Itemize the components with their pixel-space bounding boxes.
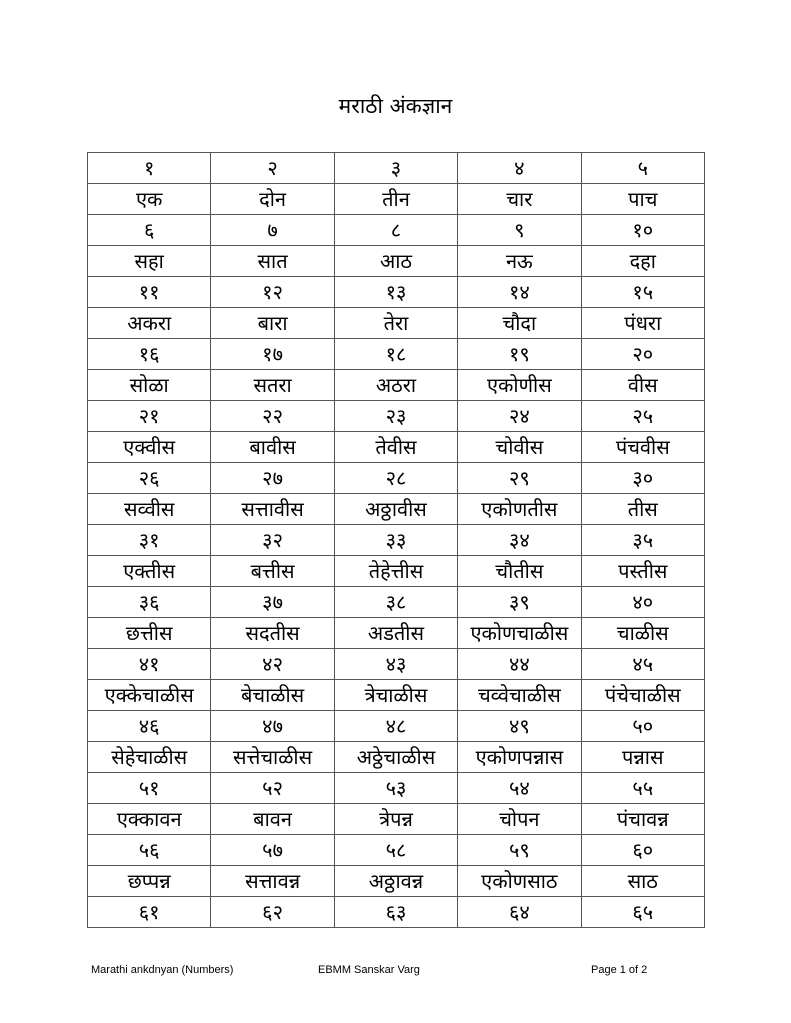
numeral-cell: २२ <box>211 401 334 432</box>
numeral-cell: ३७ <box>211 587 334 618</box>
number-word-cell: पंचेचाळीस <box>581 680 704 711</box>
numeral-cell: ४० <box>581 587 704 618</box>
numeral-cell: ५ <box>581 153 704 184</box>
numeral-row <box>88 897 705 928</box>
word-row <box>88 618 705 649</box>
numeral-cell: ६२ <box>211 897 334 928</box>
numeral-row <box>88 711 705 742</box>
numeral-cell: १० <box>581 215 704 246</box>
numeral-cell: ६१ <box>88 897 211 928</box>
number-word-cell: पन्नास <box>581 742 704 773</box>
numeral-cell: ३० <box>581 463 704 494</box>
number-word-cell: साठ <box>581 866 704 897</box>
number-word-cell: एकोणसाठ <box>458 866 581 897</box>
number-word-cell: चाळीस <box>581 618 704 649</box>
numbers-table <box>87 152 705 928</box>
numeral-cell: १९ <box>458 339 581 370</box>
number-word-cell: नऊ <box>458 246 581 277</box>
numeral-cell: ३८ <box>334 587 457 618</box>
number-word-cell: छत्तीस <box>88 618 211 649</box>
numeral-cell: ६० <box>581 835 704 866</box>
numeral-cell: ३ <box>334 153 457 184</box>
number-word-cell: चौतीस <box>458 556 581 587</box>
number-word-cell: बत्तीस <box>211 556 334 587</box>
number-word-cell: एक्कावन <box>88 804 211 835</box>
word-row <box>88 432 705 463</box>
numeral-cell: ४३ <box>334 649 457 680</box>
page-title: मराठी अंकज्ञान <box>338 94 453 118</box>
number-word-cell: सत्तावीस <box>211 494 334 525</box>
number-word-cell: सव्वीस <box>88 494 211 525</box>
numeral-cell: ५६ <box>88 835 211 866</box>
numeral-cell: ७ <box>211 215 334 246</box>
word-row <box>88 308 705 339</box>
number-word-cell: सोळा <box>88 370 211 401</box>
numeral-cell: ५५ <box>581 773 704 804</box>
numeral-cell: ५२ <box>211 773 334 804</box>
number-word-cell: आठ <box>334 246 457 277</box>
numeral-cell: ३१ <box>88 525 211 556</box>
word-row <box>88 804 705 835</box>
number-word-cell: बावीस <box>211 432 334 463</box>
numeral-cell: ४६ <box>88 711 211 742</box>
numeral-cell: ८ <box>334 215 457 246</box>
numeral-cell: ४१ <box>88 649 211 680</box>
number-word-cell: एकोणपन्नास <box>458 742 581 773</box>
numeral-cell: ५० <box>581 711 704 742</box>
word-row <box>88 494 705 525</box>
number-word-cell: चार <box>458 184 581 215</box>
number-word-cell: अडतीस <box>334 618 457 649</box>
number-word-cell: अठ्ठावीस <box>334 494 457 525</box>
word-row <box>88 246 705 277</box>
numeral-cell: ११ <box>88 277 211 308</box>
numeral-cell: १४ <box>458 277 581 308</box>
numeral-row <box>88 835 705 866</box>
numeral-cell: ३२ <box>211 525 334 556</box>
word-row <box>88 742 705 773</box>
number-word-cell: अकरा <box>88 308 211 339</box>
number-word-cell: सतरा <box>211 370 334 401</box>
word-row <box>88 680 705 711</box>
numeral-cell: ४२ <box>211 649 334 680</box>
numeral-cell: ५९ <box>458 835 581 866</box>
numeral-cell: २१ <box>88 401 211 432</box>
footer-organization: EBMM Sanskar Varg <box>318 964 420 976</box>
numeral-cell: २७ <box>211 463 334 494</box>
number-word-cell: तेरा <box>334 308 457 339</box>
number-word-cell: एकोणतीस <box>458 494 581 525</box>
numeral-row <box>88 153 705 184</box>
numeral-cell: ४५ <box>581 649 704 680</box>
numeral-cell: ५१ <box>88 773 211 804</box>
numeral-cell: ४९ <box>458 711 581 742</box>
number-word-cell: बावन <box>211 804 334 835</box>
numeral-cell: ४८ <box>334 711 457 742</box>
number-word-cell: पंचावन्न <box>581 804 704 835</box>
number-word-cell: छप्पन्न <box>88 866 211 897</box>
numeral-cell: ९ <box>458 215 581 246</box>
number-word-cell: पंधरा <box>581 308 704 339</box>
numeral-cell: ६३ <box>334 897 457 928</box>
word-row <box>88 866 705 897</box>
number-word-cell: सत्तावन्न <box>211 866 334 897</box>
numeral-cell: १८ <box>334 339 457 370</box>
word-row <box>88 556 705 587</box>
number-word-cell: पस्तीस <box>581 556 704 587</box>
numeral-cell: ३५ <box>581 525 704 556</box>
numeral-row <box>88 339 705 370</box>
number-word-cell: तीस <box>581 494 704 525</box>
numeral-cell: ३३ <box>334 525 457 556</box>
number-word-cell: पंचवीस <box>581 432 704 463</box>
numeral-cell: ३६ <box>88 587 211 618</box>
numeral-row <box>88 773 705 804</box>
numeral-cell: ३४ <box>458 525 581 556</box>
number-word-cell: तेवीस <box>334 432 457 463</box>
numeral-cell: ६ <box>88 215 211 246</box>
numeral-cell: २४ <box>458 401 581 432</box>
numeral-row <box>88 525 705 556</box>
numeral-cell: २ <box>211 153 334 184</box>
numeral-cell: १६ <box>88 339 211 370</box>
numeral-cell: १५ <box>581 277 704 308</box>
number-word-cell: चोवीस <box>458 432 581 463</box>
numeral-cell: १२ <box>211 277 334 308</box>
number-word-cell: वीस <box>581 370 704 401</box>
number-word-cell: सदतीस <box>211 618 334 649</box>
numeral-cell: ६५ <box>581 897 704 928</box>
number-word-cell: एकोणचाळीस <box>458 618 581 649</box>
number-word-cell: चव्वेचाळीस <box>458 680 581 711</box>
number-word-cell: तेहेत्तीस <box>334 556 457 587</box>
number-word-cell: बारा <box>211 308 334 339</box>
numeral-row <box>88 401 705 432</box>
number-word-cell: एक्तीस <box>88 556 211 587</box>
numeral-row <box>88 277 705 308</box>
footer-page-number: Page 1 of 2 <box>591 964 648 976</box>
number-word-cell: चौदा <box>458 308 581 339</box>
numeral-cell: २८ <box>334 463 457 494</box>
number-word-cell: अठरा <box>334 370 457 401</box>
numeral-cell: २९ <box>458 463 581 494</box>
numeral-cell: १३ <box>334 277 457 308</box>
number-word-cell: बेचाळीस <box>211 680 334 711</box>
word-row <box>88 184 705 215</box>
numeral-cell: ५८ <box>334 835 457 866</box>
numeral-cell: २३ <box>334 401 457 432</box>
numeral-cell: ५३ <box>334 773 457 804</box>
number-word-cell: त्रेचाळीस <box>334 680 457 711</box>
number-word-cell: पाच <box>581 184 704 215</box>
number-word-cell: सत्तेचाळीस <box>211 742 334 773</box>
number-word-cell: सेहेचाळीस <box>88 742 211 773</box>
numeral-cell: ४ <box>458 153 581 184</box>
numeral-cell: ६४ <box>458 897 581 928</box>
number-word-cell: एकोणीस <box>458 370 581 401</box>
number-word-cell: अठ्ठेचाळीस <box>334 742 457 773</box>
number-word-cell: दहा <box>581 246 704 277</box>
numeral-row <box>88 215 705 246</box>
numeral-cell: १७ <box>211 339 334 370</box>
number-word-cell: अठ्ठावन्न <box>334 866 457 897</box>
number-word-cell: सात <box>211 246 334 277</box>
numeral-row <box>88 463 705 494</box>
numeral-cell: २५ <box>581 401 704 432</box>
word-row <box>88 370 705 401</box>
numeral-cell: २० <box>581 339 704 370</box>
numeral-cell: १ <box>88 153 211 184</box>
number-word-cell: एक्केचाळीस <box>88 680 211 711</box>
numeral-cell: ४७ <box>211 711 334 742</box>
numbers-table-body <box>88 153 705 928</box>
numeral-cell: ३९ <box>458 587 581 618</box>
numeral-row <box>88 649 705 680</box>
number-word-cell: दोन <box>211 184 334 215</box>
numeral-cell: २६ <box>88 463 211 494</box>
number-word-cell: तीन <box>334 184 457 215</box>
footer-document-title: Marathi ankdnyan (Numbers) <box>91 964 234 976</box>
numeral-cell: ५७ <box>211 835 334 866</box>
numeral-cell: ४४ <box>458 649 581 680</box>
numeral-cell: ५४ <box>458 773 581 804</box>
number-word-cell: एक्वीस <box>88 432 211 463</box>
number-word-cell: चोपन <box>458 804 581 835</box>
number-word-cell: त्रेपन्न <box>334 804 457 835</box>
number-word-cell: सहा <box>88 246 211 277</box>
number-word-cell: एक <box>88 184 211 215</box>
numeral-row <box>88 587 705 618</box>
